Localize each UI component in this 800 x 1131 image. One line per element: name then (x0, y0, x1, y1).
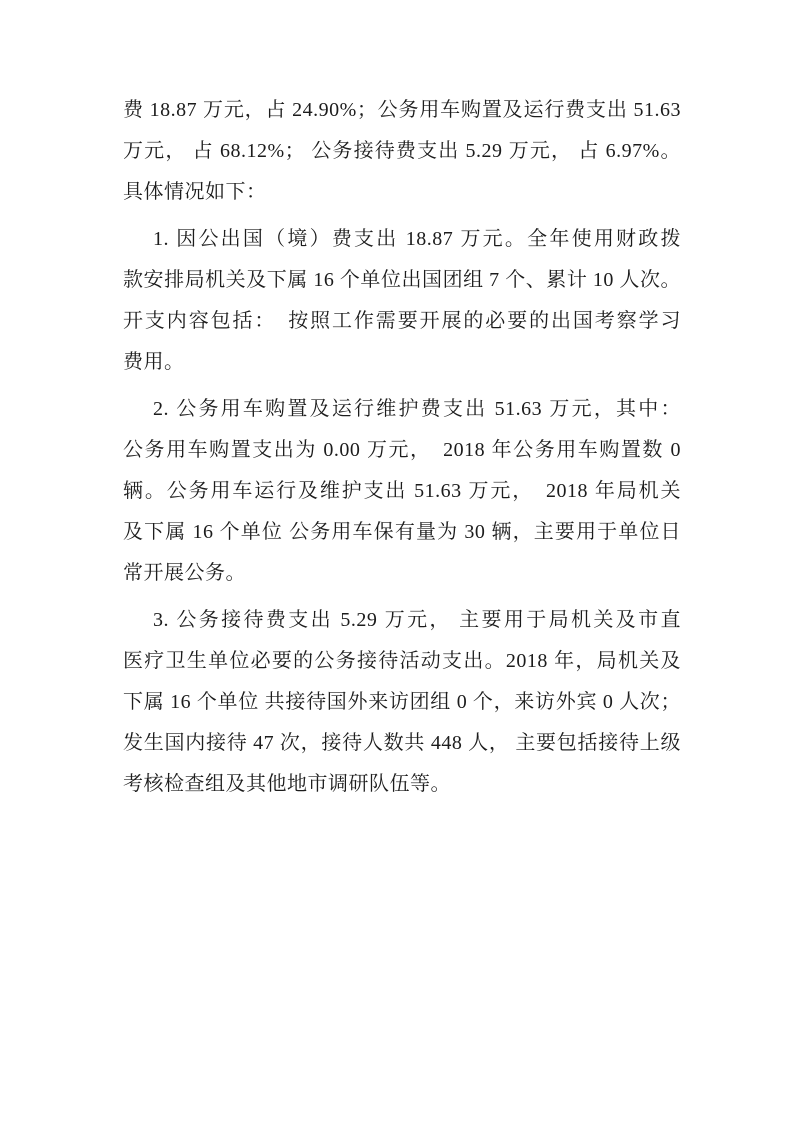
text-line: 常开展公务。 (123, 562, 246, 584)
text-line: 具体情况如下： (123, 181, 267, 203)
text-line: 及下属 16 个单位 公务用车保有量为 30 辆，主要用于单位日 (123, 521, 681, 543)
paragraph-official-reception (123, 600, 681, 805)
text-line: 辆。公务用车运行及维护支出 51.63 万元， 2018 年局机关 (123, 480, 681, 502)
text-line: 3. 公务接待费支出 5.29 万元， 主要用于局机关及市直 (153, 609, 681, 631)
text-line: 万元， 占 68.12%； 公务接待费支出 5.29 万元， 占 6.97%。 (123, 140, 681, 162)
text-line: 开支内容包括： 按照工作需要开展的必要的出国考察学习 (123, 310, 681, 332)
text-line: 2. 公务用车购置及运行维护费支出 51.63 万元，其中： (153, 398, 681, 420)
text-line: 医疗卫生单位必要的公务接待活动支出。2018 年，局机关及 (123, 650, 681, 672)
text-line: 费用。 (123, 351, 185, 373)
text-line: 发生国内接待 47 次，接待人数共 448 人， 主要包括接待上级 (123, 732, 681, 754)
text-line: 款安排局机关及下属 16 个单位出国团组 7 个、累计 10 人次。 (123, 269, 681, 291)
paragraph-overseas-travel (123, 219, 681, 383)
text-line: 下属 16 个单位 共接待国外来访团组 0 个，来访外宾 0 人次； (123, 691, 681, 713)
text-line: 公务用车购置支出为 0.00 万元， 2018 年公务用车购置数 0 (123, 439, 681, 461)
text-line: 1. 因公出国（境）费支出 18.87 万元。全年使用财政拨 (153, 228, 681, 250)
text-line: 考核检查组及其他地市调研队伍等。 (123, 773, 451, 795)
text-line: 费 18.87 万元，占 24.90%；公务用车购置及运行费支出 51.63 (123, 99, 681, 121)
document-body (123, 90, 681, 811)
paragraph-official-vehicles (123, 389, 681, 594)
paragraph-summary (123, 90, 681, 213)
